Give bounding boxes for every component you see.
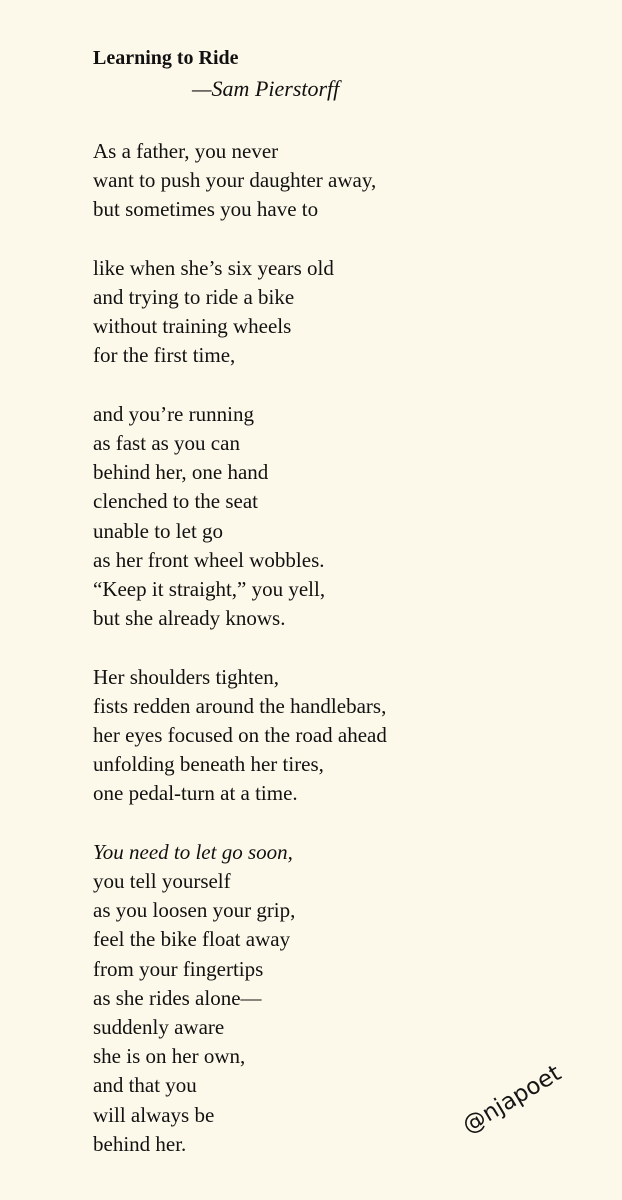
poem-line: suddenly aware xyxy=(93,1015,225,1040)
poem-line: behind her. xyxy=(93,1131,187,1156)
poem-line: and trying to ride a bike xyxy=(93,285,295,309)
poem-line: as her front wheel wobbles. xyxy=(93,547,325,572)
author-handle: @njapoet xyxy=(458,1060,566,1140)
poem-stanza xyxy=(93,663,593,809)
poem-stanza xyxy=(93,137,593,225)
poem-line: Her shoulders tighten, xyxy=(93,664,280,689)
poem-author: —Sam Pierstorff xyxy=(192,76,340,101)
poem-line: unable to let go xyxy=(93,518,224,543)
poem-line: from your fingertips xyxy=(93,956,264,981)
poem-line: without training wheels xyxy=(93,314,292,339)
poem-line: want to push your daughter away, xyxy=(93,168,377,193)
poem-line: she is on her own, xyxy=(93,1044,246,1069)
poem-line: and you’re running xyxy=(93,401,254,426)
poem-line: you tell yourself xyxy=(93,869,231,894)
poem-line: will always be xyxy=(93,1102,215,1127)
poem-title: Learning to Ride xyxy=(93,47,239,69)
poem-stanza xyxy=(93,400,593,634)
poem-body xyxy=(93,137,593,1188)
poem-line: behind her, one hand xyxy=(93,460,269,485)
poem-line: feel the bike float away xyxy=(93,927,291,952)
poem-line: clenched to the seat xyxy=(93,489,259,514)
poem-line: You need to let go soon, xyxy=(93,839,293,864)
poem-line: “Keep it straight,” you yell, xyxy=(93,577,326,602)
poem-line: as fast as you can xyxy=(93,431,240,455)
poem-line: but she already knows. xyxy=(93,606,286,631)
poem-line: As a father, you never xyxy=(93,139,279,163)
poem-line: one pedal-turn at a time. xyxy=(93,781,298,806)
poem-line: for the first time, xyxy=(93,343,236,368)
poem-line: her eyes focused on the road ahead xyxy=(93,723,387,748)
poem-line: and that you xyxy=(93,1073,197,1098)
poem-line: like when she’s six years old xyxy=(93,255,334,280)
poem-stanza xyxy=(93,254,593,371)
poem-line: as she rides alone— xyxy=(93,985,262,1010)
poem-line: as you loosen your grip, xyxy=(93,898,296,923)
poem-line: unfolding beneath her tires, xyxy=(93,752,324,777)
poem-line: fists redden around the handlebars, xyxy=(93,693,387,718)
poem-line: but sometimes you have to xyxy=(93,197,319,222)
